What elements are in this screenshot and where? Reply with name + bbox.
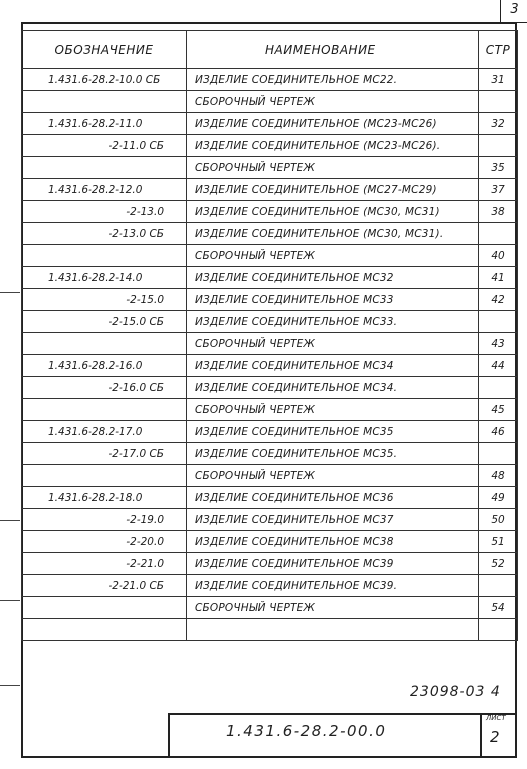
table-row xyxy=(22,487,518,509)
row-page: 45 xyxy=(479,399,518,421)
table-row xyxy=(22,509,518,531)
row-designation: 1.431.6-28.2-11.0 xyxy=(22,113,187,135)
row-designation: -2-13.0 СБ xyxy=(22,223,187,245)
margin-tick xyxy=(0,292,20,293)
row-name: ИЗДЕЛИЕ СОЕДИНИТЕЛЬНОЕ (МС23-МС26) xyxy=(187,113,479,135)
row-name: ИЗДЕЛИЕ СОЕДИНИТЕЛЬНОЕ МС36 xyxy=(187,487,479,509)
row-designation xyxy=(22,245,187,267)
row-page: 40 xyxy=(479,245,518,267)
table-row xyxy=(22,421,518,443)
empty-cell xyxy=(187,619,479,641)
table-row xyxy=(22,443,518,465)
row-page xyxy=(479,91,518,113)
table-header-row xyxy=(22,31,518,69)
row-designation xyxy=(22,597,187,619)
row-name: СБОРОЧНЫЙ ЧЕРТЕЖ xyxy=(187,399,479,421)
empty-cell xyxy=(22,619,187,641)
table-row xyxy=(22,267,518,289)
row-name: СБОРОЧНЫЙ ЧЕРТЕЖ xyxy=(187,157,479,179)
row-page: 54 xyxy=(479,597,518,619)
table-row xyxy=(22,311,518,333)
row-designation: -2-17.0 СБ xyxy=(22,443,187,465)
row-designation: 1.431.6-28.2-16.0 xyxy=(22,355,187,377)
table-row xyxy=(22,91,518,113)
row-page: 44 xyxy=(479,355,518,377)
row-name: СБОРОЧНЫЙ ЧЕРТЕЖ xyxy=(187,597,479,619)
table-row xyxy=(22,531,518,553)
row-page xyxy=(479,377,518,399)
row-designation: -2-21.0 СБ xyxy=(22,575,187,597)
table-row xyxy=(22,223,518,245)
table-row xyxy=(22,289,518,311)
row-name: ИЗДЕЛИЕ СОЕДИНИТЕЛЬНОЕ МС39 xyxy=(187,553,479,575)
header-designation: ОБОЗНАЧЕНИЕ xyxy=(22,31,187,69)
header-page: СТР xyxy=(479,31,518,69)
table-row xyxy=(22,113,518,135)
title-block-code: 1.431.6-28.2-00.0 xyxy=(226,722,387,740)
row-page xyxy=(479,311,518,333)
table-row xyxy=(22,355,518,377)
table-row xyxy=(22,201,518,223)
row-page: 52 xyxy=(479,553,518,575)
margin-tick xyxy=(0,520,20,521)
row-name: ИЗДЕЛИЕ СОЕДИНИТЕЛЬНОЕ МС33 xyxy=(187,289,479,311)
empty-row xyxy=(22,619,518,641)
row-designation: 1.431.6-28.2-12.0 xyxy=(22,179,187,201)
row-designation: -2-16.0 СБ xyxy=(22,377,187,399)
table-row xyxy=(22,135,518,157)
row-name: ИЗДЕЛИЕ СОЕДИНИТЕЛЬНОЕ (МС30, МС31) xyxy=(187,201,479,223)
table-row xyxy=(22,377,518,399)
row-page: 38 xyxy=(479,201,518,223)
specification-table xyxy=(21,30,518,641)
row-name: ИЗДЕЛИЕ СОЕДИНИТЕЛЬНОЕ (МС23-МС26). xyxy=(187,135,479,157)
row-name: СБОРОЧНЫЙ ЧЕРТЕЖ xyxy=(187,91,479,113)
row-name: ИЗДЕЛИЕ СОЕДИНИТЕЛЬНОЕ МС37 xyxy=(187,509,479,531)
sheet-number: 3 xyxy=(500,0,527,23)
table-row xyxy=(22,179,518,201)
row-designation: -2-20.0 xyxy=(22,531,187,553)
row-page: 41 xyxy=(479,267,518,289)
row-page: 37 xyxy=(479,179,518,201)
row-name: ИЗДЕЛИЕ СОЕДИНИТЕЛЬНОЕ МС32 xyxy=(187,267,479,289)
table-row xyxy=(22,399,518,421)
table-row xyxy=(22,333,518,355)
row-designation: 1.431.6-28.2-17.0 xyxy=(22,421,187,443)
table-row xyxy=(22,245,518,267)
empty-cell xyxy=(479,619,518,641)
row-page: 51 xyxy=(479,531,518,553)
row-designation xyxy=(22,157,187,179)
row-page: 32 xyxy=(479,113,518,135)
row-name: ИЗДЕЛИЕ СОЕДИНИТЕЛЬНОЕ МС33. xyxy=(187,311,479,333)
row-designation xyxy=(22,91,187,113)
row-designation: 1.431.6-28.2-10.0 СБ xyxy=(22,69,187,91)
title-block-divider xyxy=(480,713,482,758)
table-row xyxy=(22,157,518,179)
margin-tick xyxy=(0,685,20,686)
row-name: ИЗДЕЛИЕ СОЕДИНИТЕЛЬНОЕ (МС27-МС29) xyxy=(187,179,479,201)
row-designation: -2-11.0 СБ xyxy=(22,135,187,157)
row-designation: 1.431.6-28.2-14.0 xyxy=(22,267,187,289)
row-designation: -2-21.0 xyxy=(22,553,187,575)
row-designation: 1.431.6-28.2-18.0 xyxy=(22,487,187,509)
row-name: ИЗДЕЛИЕ СОЕДИНИТЕЛЬНОЕ (МС30, МС31). xyxy=(187,223,479,245)
header-name: НАИМЕНОВАНИЕ xyxy=(187,31,479,69)
row-page: 46 xyxy=(479,421,518,443)
document-number: 23098-03 4 xyxy=(410,684,501,700)
row-name: ИЗДЕЛИЕ СОЕДИНИТЕЛЬНОЕ МС22. xyxy=(187,69,479,91)
sheet-value: 2 xyxy=(490,728,500,746)
row-page: 48 xyxy=(479,465,518,487)
row-name: ИЗДЕЛИЕ СОЕДИНИТЕЛЬНОЕ МС38 xyxy=(187,531,479,553)
table-row xyxy=(22,69,518,91)
table-row xyxy=(22,575,518,597)
margin-tick xyxy=(0,600,20,601)
row-name: СБОРОЧНЫЙ ЧЕРТЕЖ xyxy=(187,245,479,267)
table-row xyxy=(22,597,518,619)
row-designation: -2-15.0 xyxy=(22,289,187,311)
row-page xyxy=(479,443,518,465)
row-page: 50 xyxy=(479,509,518,531)
row-designation: -2-19.0 xyxy=(22,509,187,531)
row-page: 31 xyxy=(479,69,518,91)
row-page xyxy=(479,135,518,157)
row-designation: -2-13.0 xyxy=(22,201,187,223)
row-designation xyxy=(22,399,187,421)
row-designation xyxy=(22,465,187,487)
row-page xyxy=(479,223,518,245)
row-name: СБОРОЧНЫЙ ЧЕРТЕЖ xyxy=(187,465,479,487)
row-name: СБОРОЧНЫЙ ЧЕРТЕЖ xyxy=(187,333,479,355)
row-page: 43 xyxy=(479,333,518,355)
row-name: ИЗДЕЛИЕ СОЕДИНИТЕЛЬНОЕ МС34. xyxy=(187,377,479,399)
row-designation xyxy=(22,333,187,355)
row-name: ИЗДЕЛИЕ СОЕДИНИТЕЛЬНОЕ МС35. xyxy=(187,443,479,465)
row-page: 35 xyxy=(479,157,518,179)
table-row xyxy=(22,465,518,487)
row-name: ИЗДЕЛИЕ СОЕДИНИТЕЛЬНОЕ МС34 xyxy=(187,355,479,377)
row-name: ИЗДЕЛИЕ СОЕДИНИТЕЛЬНОЕ МС35 xyxy=(187,421,479,443)
row-page: 42 xyxy=(479,289,518,311)
row-name: ИЗДЕЛИЕ СОЕДИНИТЕЛЬНОЕ МС39. xyxy=(187,575,479,597)
row-designation: -2-15.0 СБ xyxy=(22,311,187,333)
sheet-label: ЛИСТ xyxy=(486,714,506,722)
row-page: 49 xyxy=(479,487,518,509)
row-page xyxy=(479,575,518,597)
table-row xyxy=(22,553,518,575)
